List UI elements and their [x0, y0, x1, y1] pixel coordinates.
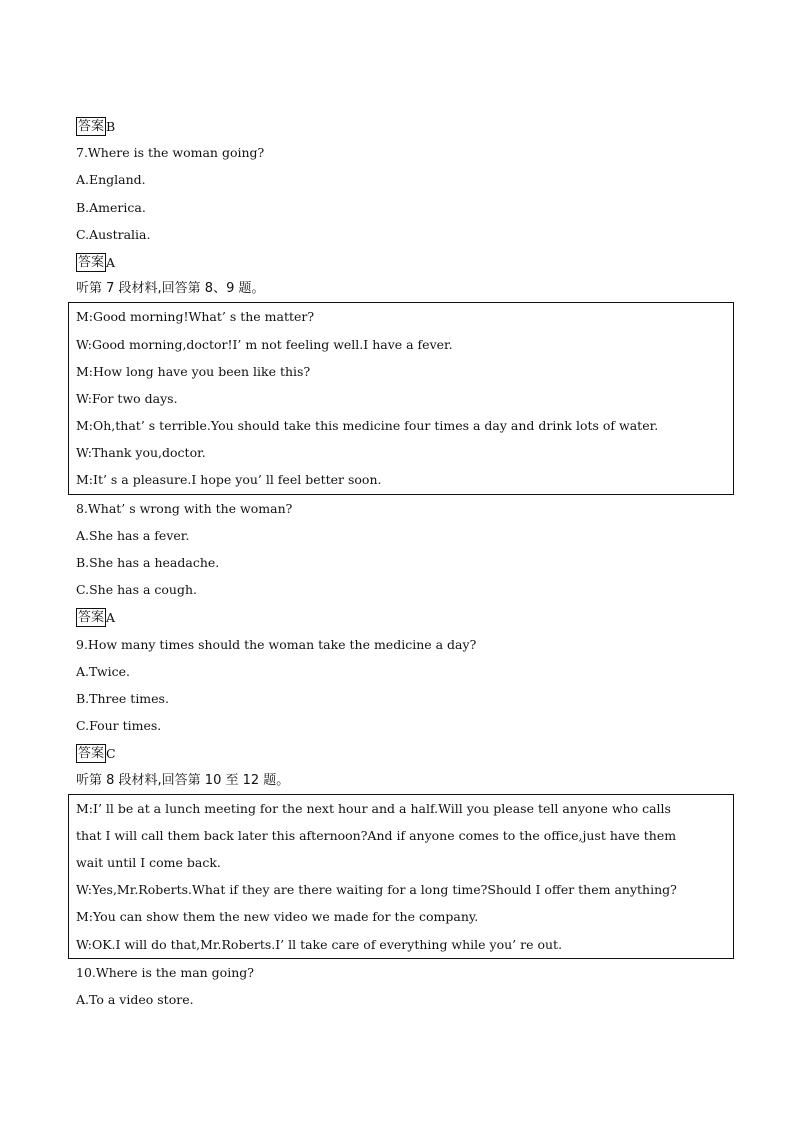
dialogue-line: W:OK.I will do that,Mr.Roberts.I’ ll take care of everything while you’ re out.: [76, 936, 563, 952]
dialogue-line: M:You can show them the new video we made for the company.: [76, 909, 479, 925]
option-9a: A.Twice.: [76, 663, 130, 679]
dialogue-line: M:Oh,that’ s terrible.You should take this medicine four times a day and drink lots of water.: [76, 418, 659, 434]
dialogue-line: W:Thank you,doctor.: [76, 445, 206, 461]
dialogue-line: that I will call them back later this afternoon?And if anyone comes to the office,just have them: [76, 827, 677, 843]
option-8a: A.She has a fever.: [76, 527, 190, 543]
answer-value: A: [106, 610, 116, 626]
option-7c: C.Australia.: [76, 226, 151, 242]
dialogue-line: M:Good morning!What’ s the matter?: [76, 309, 315, 325]
document-content: [76, 112, 728, 1013]
answer-label: 答案: [78, 610, 105, 626]
option-10a: A.To a video store.: [76, 992, 194, 1007]
dialogue-box-8: [68, 794, 734, 959]
dialogue-line: M:It’ s a pleasure.I hope you’ ll feel better soon.: [76, 472, 382, 488]
answer-row-6: [76, 112, 728, 139]
dialogue-line: W:For two days.: [76, 390, 178, 406]
option-8b: B.She has a headache.: [76, 555, 220, 570]
answer-value: C: [106, 746, 116, 762]
option-8c: C.She has a cough.: [76, 582, 197, 598]
answer-row-7: [76, 248, 728, 275]
answer-label: 答案: [78, 254, 105, 270]
answer-row-9: [76, 739, 728, 766]
dialogue-line: W:Good morning,doctor!I’ m not feeling well.I have a fever.: [76, 336, 453, 352]
answer-row-8: [76, 603, 728, 630]
question-8: 8.What’ s wrong with the woman?: [76, 500, 293, 516]
section-intro-8: 听第 8 段材料,回答第 10 至 12 题。: [76, 772, 290, 788]
option-9b: B.Three times.: [76, 690, 169, 706]
option-7b: B.America.: [76, 199, 146, 215]
answer-value: B: [106, 118, 116, 134]
section-intro-7: 听第 7 段材料,回答第 8、9 题。: [76, 281, 265, 297]
answer-label: 答案: [78, 119, 105, 134]
dialogue-line: M:I’ ll be at a lunch meeting for the next hour and a half.Will you please tell anyone who calls: [76, 800, 671, 816]
dialogue-line: M:How long have you been like this?: [76, 363, 311, 379]
option-7a: A.England.: [76, 172, 146, 188]
dialogue-line: wait until I come back.: [76, 855, 221, 871]
dialogue-line: W:Yes,Mr.Roberts.What if they are there waiting for a long time?Should I offer them anything?: [76, 882, 677, 898]
answer-value: A: [106, 254, 116, 270]
answer-label: 答案: [78, 746, 105, 762]
question-7: 7.Where is the woman going?: [76, 145, 265, 161]
question-10: 10.Where is the man going?: [76, 964, 254, 980]
question-9: 9.How many times should the woman take the medicine a day?: [76, 636, 477, 652]
option-9c: C.Four times.: [76, 718, 162, 734]
dialogue-box-7: [68, 302, 734, 494]
